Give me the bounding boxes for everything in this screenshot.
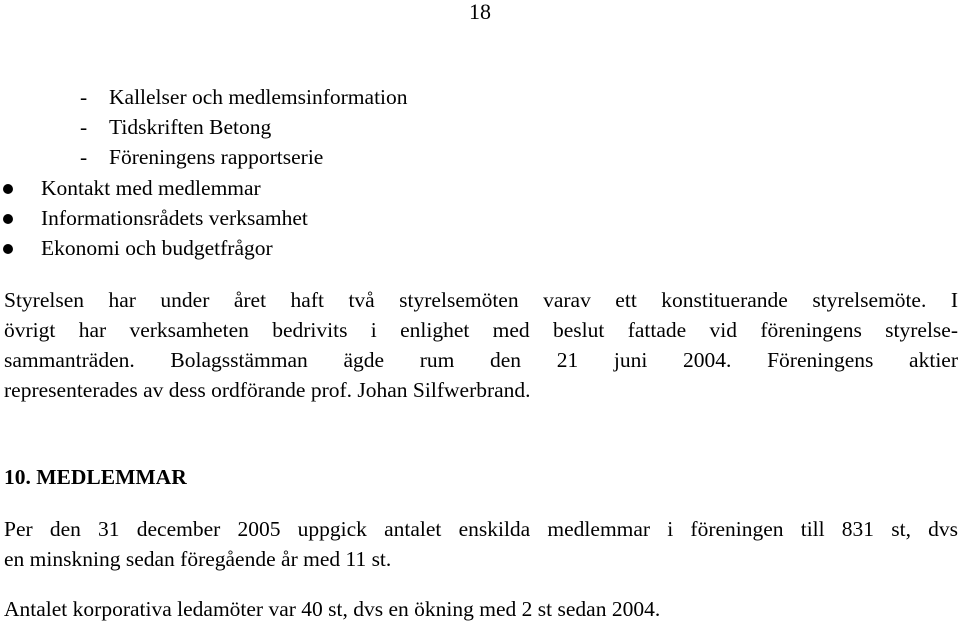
dash-item-text: Kallelser och medlemsinformation (109, 85, 408, 109)
corporate-paragraph: Antalet korporativa ledamöter var 40 st, dvs en ökning med 2 st sedan 2004. (4, 597, 661, 621)
bullet-list-item (0, 173, 308, 203)
dash-list-item (80, 112, 408, 142)
bullet-icon (3, 184, 13, 194)
board-paragraph-line: representerades av dess ordförande prof. Johan Silfwerbrand. (4, 378, 531, 402)
section-heading: 10. MEDLEMMAR (4, 465, 187, 489)
dash-item-text: Tidskriften Betong (109, 115, 272, 139)
members-paragraph (4, 514, 958, 574)
dash-marker: - (80, 115, 88, 139)
members-paragraph-line: Per den 31 december 2005 uppgick antalet enskilda medlemmar i föreningen till 831 st, dvs (4, 517, 958, 541)
dash-item-text: Föreningens rapportserie (109, 145, 324, 169)
bullet-list-item (0, 233, 308, 263)
dash-list-item (80, 142, 408, 172)
board-paragraph-line: övrigt har verksamheten bedrivits i enlighet med beslut fattade vid föreningens styrelse- (4, 318, 958, 342)
dash-list-item (80, 82, 408, 112)
bullet-icon (3, 244, 13, 254)
members-paragraph-line: en minskning sedan föregående år med 11 st. (4, 547, 392, 571)
bullet-item-text: Kontakt med medlemmar (41, 176, 261, 200)
board-paragraph-line: sammanträden. Bolagsstämman ägde rum den 21 juni 2004. Föreningens aktier (4, 348, 958, 372)
dash-list (80, 82, 408, 172)
page-number: 18 (469, 0, 491, 24)
bullet-item-text: Informationsrådets verksamhet (41, 206, 308, 230)
bullet-list (0, 173, 308, 263)
board-paragraph (4, 285, 958, 405)
board-paragraph-line: Styrelsen har under året haft två styrelsemöten varav ett konstituerande styrelsemöte. I (4, 288, 958, 312)
bullet-icon (3, 214, 13, 224)
bullet-item-text: Ekonomi och budgetfrågor (41, 236, 273, 260)
bullet-list-item (0, 203, 308, 233)
dash-marker: - (80, 85, 88, 109)
dash-marker: - (80, 145, 88, 169)
